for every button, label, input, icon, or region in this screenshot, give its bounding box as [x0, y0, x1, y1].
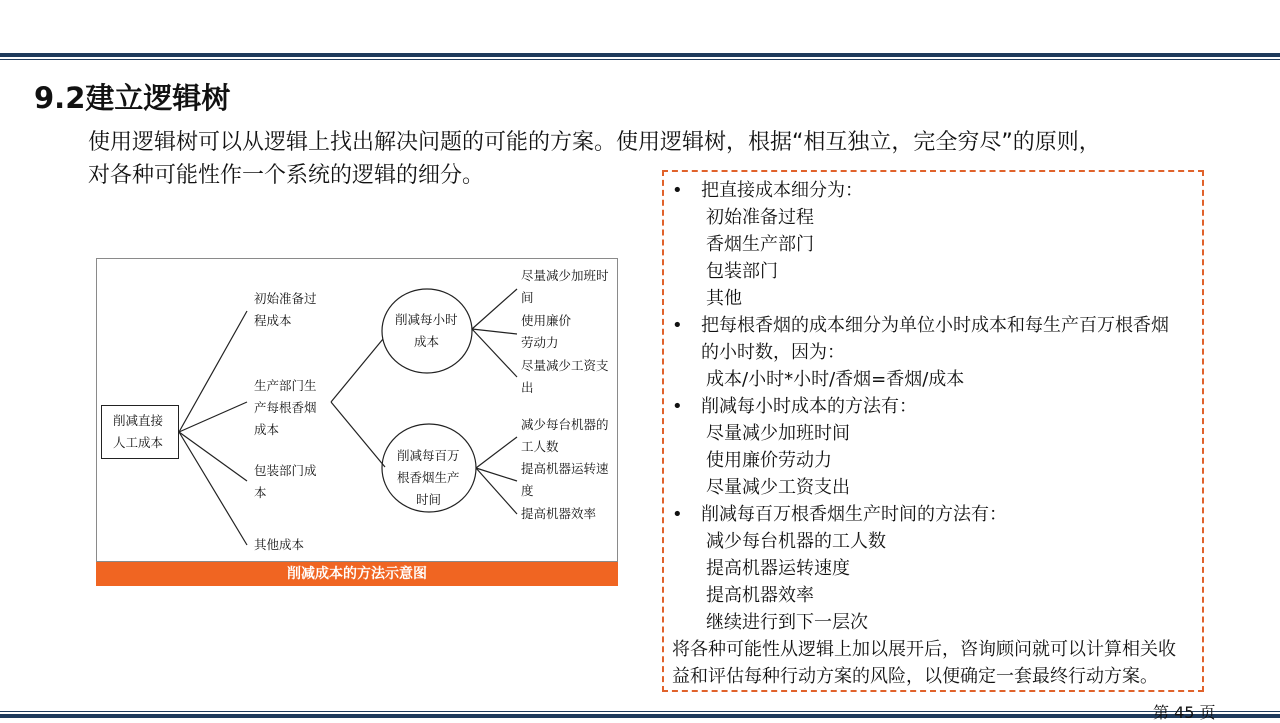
page-title: 9.2建立逻辑树	[34, 81, 231, 115]
connector-circle2-leaf4	[476, 437, 517, 468]
root-node-line1: 削减直接	[113, 413, 164, 428]
circle1-line2: 成本	[414, 334, 440, 349]
leaf2-line1: 使用廉价	[521, 313, 572, 328]
bullet-2: •	[672, 315, 683, 336]
connector-branch2-circle2	[331, 402, 385, 467]
note-line-19: 益和评估每种行动方案的风险，以便确定一套最终行动方案。	[672, 666, 1158, 687]
circle2-line1: 削减每百万	[397, 448, 460, 463]
branch2-line2: 产每根香烟	[254, 400, 317, 415]
intro-line-2: 对各种可能性作一个系统的逻辑的细分。	[88, 163, 485, 188]
note-line-9: 削减每小时成本的方法有：	[701, 396, 917, 417]
branch1-line1: 初始准备过	[254, 291, 317, 306]
header-rule	[0, 53, 1280, 57]
connector-branch2-circle1	[331, 339, 383, 402]
circle2-line2: 根香烟生产	[397, 470, 460, 485]
branch2-line1: 生产部门生	[254, 378, 317, 393]
connector-circle1-leaf1	[472, 289, 517, 329]
footer-rule-thin	[0, 711, 1280, 712]
note-line-10: 尽量减少加班时间	[706, 423, 850, 444]
note-line-3: 香烟生产部门	[706, 234, 814, 255]
note-line-15: 提高机器运转速度	[706, 558, 850, 579]
branch4-line1: 其他成本	[254, 537, 305, 552]
footer-rule	[0, 714, 1280, 718]
note-line-2: 初始准备过程	[706, 207, 814, 228]
logic-tree-diagram	[96, 258, 618, 562]
leaf4-line2: 工人数	[521, 439, 559, 454]
note-line-11: 使用廉价劳动力	[706, 450, 832, 471]
connector-root-branch1	[179, 311, 247, 432]
note-line-18: 将各种可能性从逻辑上加以展开后，咨询顾问就可以计算相关收	[672, 639, 1176, 660]
note-line-8: 成本/小时*小时/香烟=香烟/成本	[706, 369, 965, 390]
circle2-line3: 时间	[416, 492, 442, 507]
note-line-16: 提高机器效率	[706, 585, 814, 606]
page-number: 第 45 页	[1153, 703, 1216, 722]
leaf5-line2: 度	[521, 483, 534, 498]
note-line-13: 削减每百万根香烟生产时间的方法有：	[701, 504, 1007, 525]
note-line-17: 继续进行到下一层次	[706, 612, 868, 633]
bullet-3: •	[672, 396, 683, 417]
note-line-7: 的小时数，因为：	[701, 342, 845, 363]
branch3-line2: 本	[254, 485, 267, 500]
leaf5-line1: 提高机器运转速	[521, 461, 609, 476]
note-line-5: 其他	[706, 288, 742, 309]
connector-root-branch4	[179, 432, 247, 545]
leaf1-line2: 间	[521, 290, 534, 305]
note-line-12: 尽量减少工资支出	[706, 477, 850, 498]
note-line-14: 减少每台机器的工人数	[706, 531, 886, 552]
leaf1-line1: 尽量减少加班时	[521, 268, 609, 283]
note-line-6: 把每根香烟的成本细分为单位小时成本和每生产百万根香烟	[701, 315, 1169, 336]
notes-box	[662, 170, 1204, 692]
intro-line-1: 使用逻辑树可以从逻辑上找出解决问题的可能的方案。使用逻辑树，根据“相互独立，完全穷尽”的原则，	[88, 130, 1101, 155]
branch3-line1: 包装部门成	[254, 463, 317, 478]
root-node-line2: 人工成本	[113, 435, 164, 450]
branch2-line3: 成本	[254, 422, 280, 437]
note-line-4: 包装部门	[706, 261, 778, 282]
bullet-1: •	[672, 180, 683, 201]
circle1-line1: 削减每小时	[395, 312, 458, 327]
note-line-1: 把直接成本细分为：	[701, 180, 863, 201]
diagram-caption: 削减成本的方法示意图	[96, 562, 618, 586]
connector-root-branch3	[179, 432, 247, 481]
connector-circle1-leaf3	[472, 329, 517, 377]
branch1-line2: 程成本	[254, 313, 292, 328]
leaf3-line2: 出	[521, 380, 534, 395]
leaf6-line1: 提高机器效率	[521, 506, 597, 521]
header-rule-thin	[0, 59, 1280, 60]
leaf3-line1: 尽量减少工资支	[521, 358, 609, 373]
leaf2-line2: 劳动力	[521, 335, 559, 350]
leaf4-line1: 减少每台机器的	[521, 417, 609, 432]
bullet-4: •	[672, 504, 683, 525]
connector-root-branch2	[179, 402, 247, 432]
connector-circle1-leaf2	[472, 329, 517, 334]
